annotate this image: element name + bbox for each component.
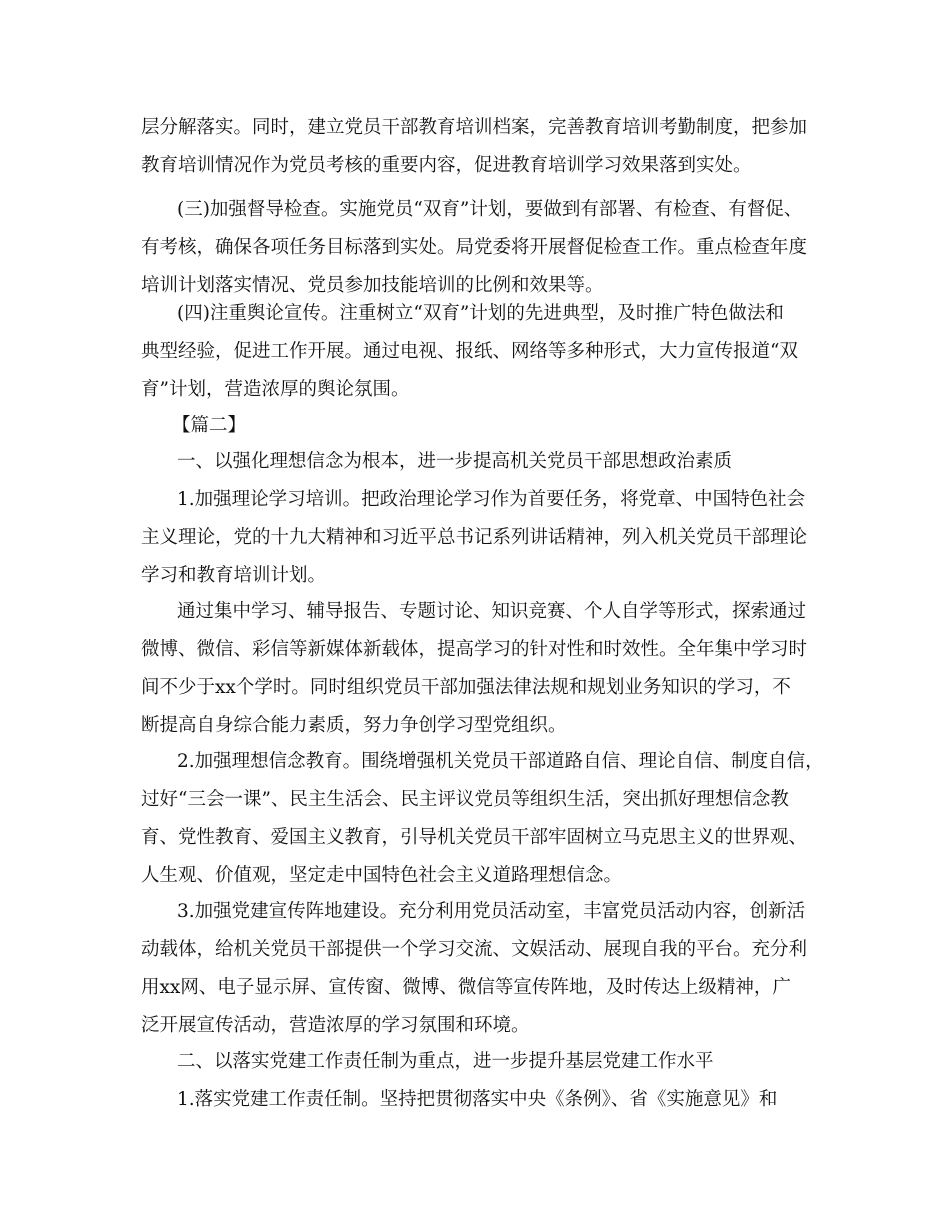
paragraph-heading: (四)注重舆论宣传。注重树立“双育”计划的先进典型，及时推广特色做法和 (177, 303, 784, 324)
section-title: 【篇二】 (172, 415, 247, 436)
text-line: 教育培训情况作为党员考核的重要内容，促进教育培训学习效果落到实处。 (141, 155, 752, 176)
text-line: 学习和教育培训计划。 (141, 565, 327, 586)
text-line: 间不少于xx个学时。同时组织党员干部加强法律法规和规划业务知识的学习，不 (141, 677, 791, 698)
text-line: 有考核，确保各项任务目标落到实处。局党委将开展督促检查工作。重点检查年度 (141, 237, 808, 258)
paragraph-heading: 1.落实党建工作责任制。坚持把贯彻落实中央《条例》、省《实施意见》和 (177, 1089, 778, 1110)
paragraph-heading: 1.加强理论学习培训。把政治理论学习作为首要任务，将党章、中国特色社会 (177, 489, 806, 510)
text-line: 育、党性教育、爱国主义教育，引导机关党员干部牢固树立马克思主义的世界观、 (141, 827, 808, 848)
paragraph-heading: (三)加强督导检查。实施党员“双育”计划，要做到有部署、有检查、有督促、 (177, 199, 803, 220)
section-heading: 二、以落实党建工作责任制为重点，进一步提升基层党建工作水平 (177, 1051, 714, 1072)
text-line: 动载体，给机关党员干部提供一个学习交流、文娱活动、展现自我的平台。充分利 (141, 939, 808, 960)
text-line: 典型经验，促进工作开展。通过电视、报纸、网络等多种形式，大力宣传报道“双 (141, 341, 798, 362)
text-line: 层分解落实。同时，建立党员干部教育培训档案，完善教育培训考勤制度，把参加 (141, 117, 808, 138)
text-line: 过好“三会一课”、民主生活会、民主评议党员等组织生活，突出抓好理想信念教 (141, 789, 789, 810)
text-line: 培训计划落实情况、党员参加技能培训的比例和效果等。 (141, 275, 604, 296)
text-line: 微博、微信、彩信等新媒体新载体，提高学习的针对性和时效性。全年集中学习时 (141, 639, 808, 660)
section-heading: 一、以强化理想信念为根本，进一步提高机关党员干部思想政治素质 (177, 451, 733, 472)
text-line: 用xx网、电子显示屏、宣传窗、微博、微信等宣传阵地，及时传达上级精神，广 (141, 977, 791, 998)
text-line: 育”计划，营造浓厚的舆论氛围。 (141, 379, 410, 400)
paragraph-first-line: 通过集中学习、辅导报告、专题讨论、知识竞赛、个人自学等形式，探索通过 (177, 601, 807, 622)
text-line: 断提高自身综合能力素质，努力争创学习型党组织。 (141, 715, 567, 736)
text-line: 泛开展宣传活动，营造浓厚的学习氛围和环境。 (141, 1015, 530, 1036)
text-line: 人生观、价值观，坚定走中国特色社会主义道路理想信念。 (141, 865, 623, 886)
text-line: 主义理论，党的十九大精神和习近平总书记系列讲话精神，列入机关党员干部理论 (141, 527, 808, 548)
paragraph-heading: 2.加强理想信念教育。围绕增强机关党员干部道路自信、理论自信、制度自信， (177, 751, 824, 772)
paragraph-heading: 3.加强党建宣传阵地建设。充分利用党员活动室，丰富党员活动内容，创新活 (177, 901, 806, 922)
